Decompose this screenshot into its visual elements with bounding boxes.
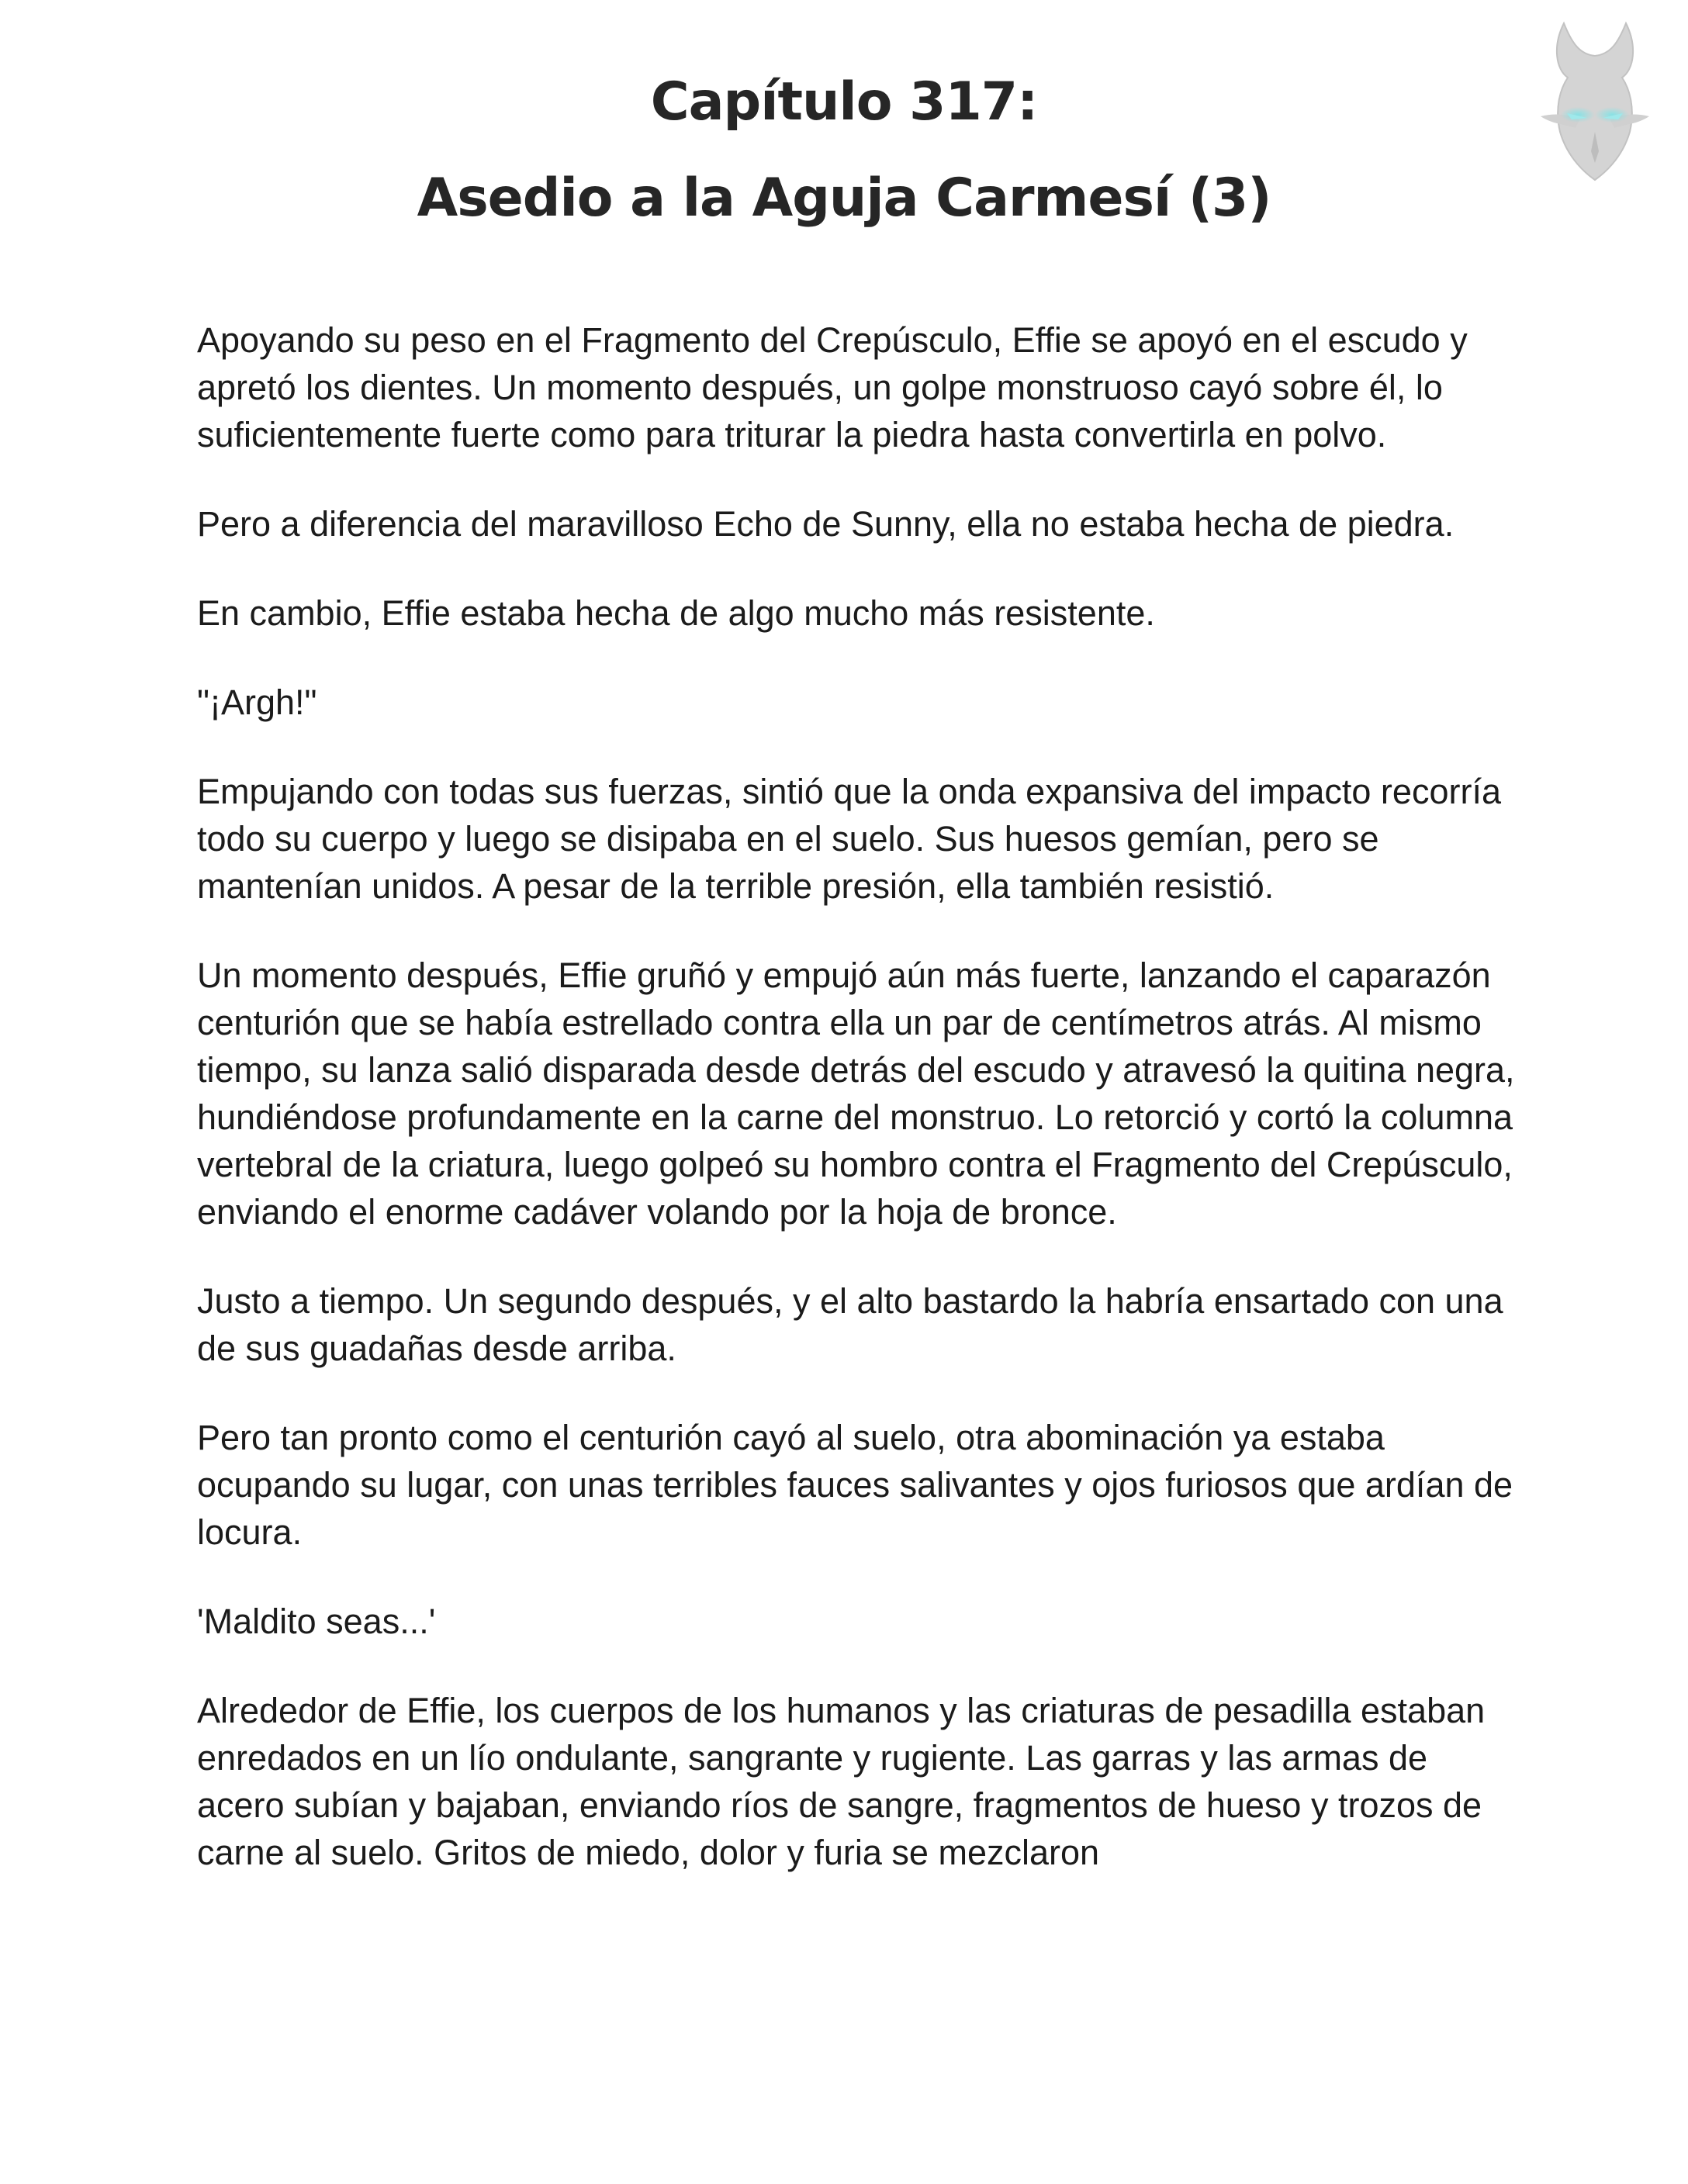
- paragraph: En cambio, Effie estaba hecha de algo mucho más resistente.: [197, 593, 1155, 633]
- paragraph: Pero tan pronto como el centurión cayó al suelo, otra abominación ya estaba ocupando su lugar, con unas terribles fauces salivantes y ojos furiosos que ardían de locura.: [197, 1418, 1513, 1552]
- paragraph: Apoyando su peso en el Fragmento del Crepúsculo, Effie se apoyó en el escudo y apretó los dientes. Un momento después, un golpe monstruoso cayó sobre él, lo suficientemente fuerte como para triturar la piedra hasta convertirla en polvo.: [197, 320, 1468, 454]
- paragraph: Un momento después, Effie gruñó y empujó aún más fuerte, lanzando el caparazón centurión que se había estrellado contra ella un par de centímetros atrás. Al mismo tiempo, su lanza salió disparada desde detrás del escudo y atravesó la quitina negra, hundiéndose profundamente en la carne del monstruo. Lo retorció y cortó la columna vertebral de la criatura, luego golpeó su hombro contra el Fragmento del Crepúsculo, enviando el enorme cadáver volando por la hoja de bronce.: [197, 955, 1515, 1232]
- title-line-2: Asedio a la Aguja Carmesí (3): [417, 168, 1271, 229]
- paragraph: Pero a diferencia del maravilloso Echo de Sunny, ella no estaba hecha de piedra.: [197, 504, 1455, 544]
- page-title: [0, 54, 1688, 247]
- horned-demon-head-icon: [1517, 16, 1672, 186]
- chapter-body: [197, 316, 1516, 1918]
- paragraph: Empujando con todas sus fuerzas, sintió que la onda expansiva del impacto recorría todo su cuerpo y luego se disipaba en el suelo. Sus huesos gemían, pero se mantenían unidos. A pesar de la terrible presión, ella también resistió.: [197, 772, 1501, 906]
- paragraph: Alrededor de Effie, los cuerpos de los humanos y las criaturas de pesadilla estaban enredados en un lío ondulante, sangrante y rugiente. Las garras y las armas de acero subían y bajaban, enviando ríos de sangre, fragmentos de hueso y trozos de carne al suelo. Gritos de miedo, dolor y furia se mezclaron: [197, 1691, 1486, 1872]
- paragraph: 'Maldito seas...': [197, 1602, 436, 1641]
- paragraph: Justo a tiempo. Un segundo después, y el alto bastardo la habría ensartado con una de sus guadañas desde arriba.: [197, 1281, 1503, 1368]
- title-line-1: Capítulo 317:: [650, 71, 1038, 133]
- paragraph: "¡Argh!": [197, 682, 317, 722]
